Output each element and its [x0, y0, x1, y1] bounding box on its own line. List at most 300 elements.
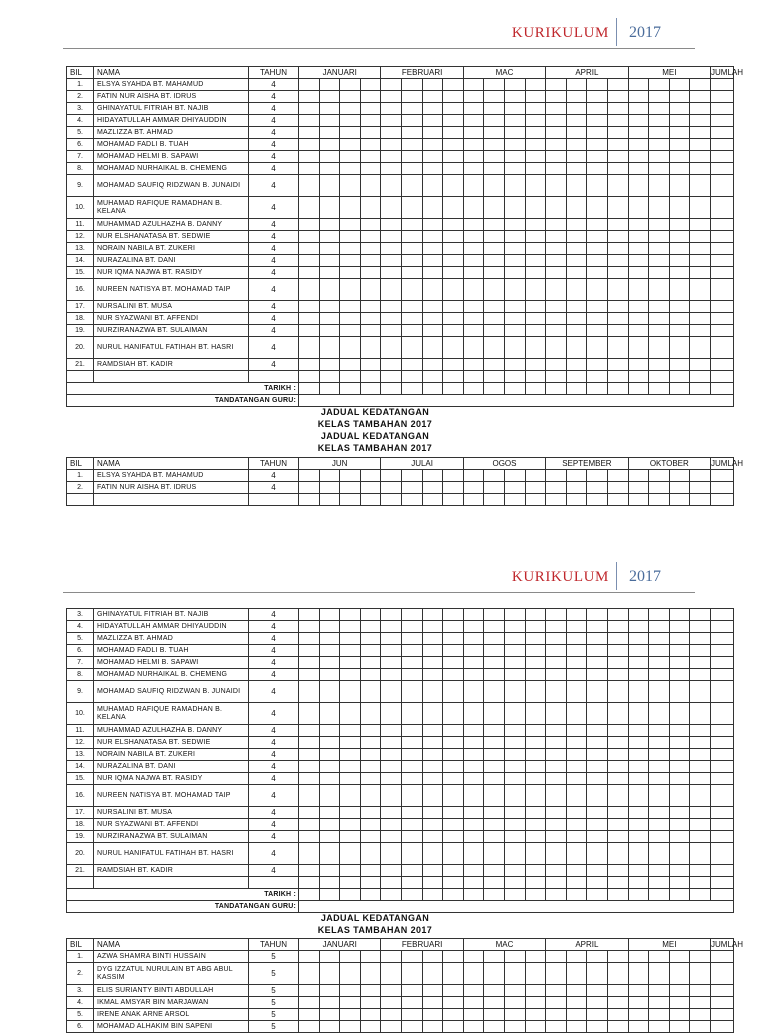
attendance-cell	[463, 997, 484, 1009]
attendance-cell	[443, 621, 464, 633]
attendance-cell	[669, 139, 690, 151]
student-row	[67, 657, 734, 669]
attendance-cell	[546, 807, 567, 819]
student-name: GHINAYATUL FITRIAH BT. NAJIB	[94, 103, 249, 115]
header-month: MEI	[628, 67, 710, 79]
student-year: 4	[249, 703, 299, 725]
student-number: 5.	[67, 633, 94, 645]
attendance-cell	[463, 819, 484, 831]
attendance-cell	[443, 127, 464, 139]
attendance-cell	[649, 197, 670, 219]
header-nama: NAMA	[94, 939, 249, 951]
header-tahun: TAHUN	[249, 939, 299, 951]
attendance-cell	[484, 79, 505, 91]
attendance-cell	[690, 749, 711, 761]
attendance-cell	[628, 175, 649, 197]
attendance-cell	[546, 657, 567, 669]
student-row	[67, 301, 734, 313]
student-number: 12.	[67, 737, 94, 749]
attendance-cell	[484, 219, 505, 231]
student-name: MOHAMAD HELMI B. SAPAWI	[94, 151, 249, 163]
student-number: 13.	[67, 749, 94, 761]
header-month: MEI	[628, 939, 710, 951]
attendance-cell	[422, 325, 443, 337]
attendance-cell	[546, 267, 567, 279]
attendance-cell	[505, 219, 526, 231]
attendance-cell	[381, 231, 402, 243]
attendance-cell	[463, 725, 484, 737]
attendance-cell	[505, 231, 526, 243]
empty-cell	[566, 877, 587, 889]
attendance-cell	[525, 621, 546, 633]
attendance-cell	[525, 645, 546, 657]
attendance-cell	[546, 301, 567, 313]
student-year: 4	[249, 175, 299, 197]
attendance-cell	[340, 807, 361, 819]
attendance-cell	[546, 669, 567, 681]
attendance-cell	[402, 103, 423, 115]
attendance-cell	[402, 963, 423, 985]
student-row	[67, 1021, 734, 1033]
attendance-cell	[319, 645, 340, 657]
student-row	[67, 761, 734, 773]
attendance-cell	[710, 737, 733, 749]
attendance-cell	[463, 301, 484, 313]
header-year: 2017	[629, 568, 661, 585]
attendance-cell	[608, 151, 629, 163]
empty-cell	[504, 494, 525, 506]
attendance-cell	[608, 163, 629, 175]
attendance-cell	[669, 997, 690, 1009]
attendance-cell	[381, 785, 402, 807]
student-number: 4.	[67, 997, 94, 1009]
student-row	[67, 621, 734, 633]
attendance-cell	[711, 151, 734, 163]
header-bil: BIL	[67, 458, 94, 470]
attendance-cell	[299, 609, 320, 621]
attendance-cell	[587, 197, 608, 219]
attendance-cell	[381, 963, 402, 985]
attendance-cell	[525, 1009, 546, 1021]
header-bil: BIL	[67, 939, 94, 951]
attendance-cell	[566, 785, 587, 807]
attendance-cell	[607, 725, 628, 737]
header-nama: NAMA	[94, 458, 249, 470]
attendance-cell	[360, 279, 381, 301]
student-name: MUHAMMAD AZULHAZHA B. DANNY	[94, 219, 249, 231]
empty-cell	[649, 494, 670, 506]
attendance-cell	[319, 103, 340, 115]
attendance-cell	[422, 255, 443, 267]
attendance-cell	[463, 91, 484, 103]
attendance-cell	[299, 1009, 320, 1021]
empty-cell	[669, 494, 690, 506]
attendance-cell	[443, 470, 464, 482]
attendance-cell	[628, 865, 649, 877]
student-number: 1.	[67, 79, 94, 91]
attendance-cell	[669, 482, 690, 494]
attendance-cell	[566, 279, 587, 301]
student-number: 11.	[67, 219, 94, 231]
attendance-cell	[587, 633, 608, 645]
date-cell	[525, 889, 546, 901]
student-number: 21.	[67, 865, 94, 877]
attendance-cell	[649, 255, 670, 267]
attendance-cell	[299, 1021, 320, 1033]
attendance-cell	[607, 865, 628, 877]
attendance-cell	[299, 785, 320, 807]
student-name: NURAZALINA BT. DANI	[94, 761, 249, 773]
attendance-cell	[360, 831, 381, 843]
attendance-cell	[566, 843, 587, 865]
empty-cell	[422, 877, 443, 889]
empty-cell	[505, 371, 526, 383]
attendance-cell	[360, 773, 381, 785]
attendance-cell	[505, 301, 526, 313]
student-year: 4	[249, 325, 299, 337]
attendance-cell	[299, 255, 320, 267]
attendance-cell	[669, 231, 690, 243]
date-cell	[607, 889, 628, 901]
attendance-cell	[525, 633, 546, 645]
attendance-cell	[463, 482, 484, 494]
attendance-cell	[299, 197, 320, 219]
empty-cell	[299, 371, 320, 383]
header-month: FEBRUARI	[381, 939, 463, 951]
student-row	[67, 219, 734, 231]
attendance-cell	[608, 1021, 629, 1033]
attendance-cell	[669, 255, 690, 267]
attendance-cell	[525, 337, 546, 359]
date-cell	[525, 383, 546, 395]
attendance-cell	[607, 819, 628, 831]
attendance-cell	[360, 985, 381, 997]
attendance-cell	[360, 645, 381, 657]
attendance-cell	[381, 703, 402, 725]
student-year: 4	[249, 621, 299, 633]
attendance-cell	[340, 243, 361, 255]
attendance-cell	[587, 337, 608, 359]
attendance-cell	[546, 681, 567, 703]
attendance-cell	[587, 115, 608, 127]
attendance-cell	[360, 301, 381, 313]
attendance-cell	[566, 951, 587, 963]
attendance-cell	[628, 79, 649, 91]
attendance-cell	[690, 127, 711, 139]
student-row	[67, 645, 734, 657]
attendance-cell	[525, 749, 546, 761]
attendance-cell	[463, 749, 484, 761]
attendance-cell	[360, 725, 381, 737]
attendance-cell	[628, 1009, 649, 1021]
student-name: NUR SYAZWANI BT. AFFENDI	[94, 313, 249, 325]
attendance-cell	[566, 681, 587, 703]
attendance-cell	[711, 951, 734, 963]
attendance-cell	[710, 819, 733, 831]
student-number: 11.	[67, 725, 94, 737]
attendance-cell	[484, 482, 505, 494]
attendance-cell	[443, 785, 464, 807]
attendance-cell	[340, 470, 361, 482]
student-year: 4	[249, 163, 299, 175]
table-title	[300, 406, 450, 454]
attendance-cell	[566, 313, 587, 325]
date-cell	[319, 383, 340, 395]
attendance-cell	[711, 963, 734, 985]
attendance-cell	[299, 737, 320, 749]
student-row	[67, 807, 734, 819]
student-row	[67, 337, 734, 359]
attendance-cell	[711, 997, 734, 1009]
date-cell	[340, 383, 361, 395]
date-cell	[628, 889, 649, 901]
attendance-cell	[546, 482, 567, 494]
attendance-cell	[566, 359, 587, 371]
attendance-cell	[484, 163, 505, 175]
empty-cell	[546, 371, 567, 383]
attendance-cell	[443, 359, 464, 371]
attendance-cell	[360, 669, 381, 681]
attendance-cell	[608, 337, 629, 359]
attendance-cell	[381, 621, 402, 633]
attendance-cell	[628, 985, 649, 997]
attendance-cell	[710, 657, 733, 669]
attendance-cell	[566, 997, 587, 1009]
date-cell	[566, 889, 587, 901]
attendance-cell	[587, 91, 608, 103]
attendance-cell	[628, 621, 649, 633]
kurikulum-label: KURIKULUM	[511, 25, 609, 41]
attendance-cell	[669, 669, 690, 681]
attendance-cell	[319, 669, 340, 681]
attendance-cell	[690, 669, 711, 681]
attendance-cell	[319, 633, 340, 645]
empty-cell	[628, 494, 649, 506]
date-cell	[690, 383, 711, 395]
attendance-cell	[319, 621, 340, 633]
attendance-cell	[443, 139, 464, 151]
empty-cell	[484, 494, 505, 506]
attendance-cell	[669, 115, 690, 127]
attendance-cell	[484, 749, 505, 761]
date-cell	[381, 889, 402, 901]
attendance-cell	[443, 831, 464, 843]
date-cell	[422, 889, 443, 901]
attendance-cell	[628, 151, 649, 163]
attendance-cell	[710, 609, 733, 621]
attendance-cell	[484, 865, 505, 877]
attendance-cell	[360, 997, 381, 1009]
attendance-cell	[402, 279, 423, 301]
attendance-cell	[546, 963, 567, 985]
attendance-cell	[340, 79, 361, 91]
attendance-cell	[360, 609, 381, 621]
attendance-cell	[463, 843, 484, 865]
attendance-cell	[299, 865, 320, 877]
student-year: 4	[249, 313, 299, 325]
student-year: 4	[249, 761, 299, 773]
attendance-cell	[401, 831, 422, 843]
student-row	[67, 139, 734, 151]
attendance-cell	[710, 761, 733, 773]
attendance-cell	[608, 79, 629, 91]
header-month: JANUARI	[299, 67, 381, 79]
attendance-cell	[628, 359, 649, 371]
attendance-cell	[340, 139, 361, 151]
attendance-cell	[340, 175, 361, 197]
attendance-cell	[299, 267, 320, 279]
attendance-cell	[401, 633, 422, 645]
student-name: MOHAMAD NURHAIKAL B. CHEMENG	[94, 163, 249, 175]
attendance-cell	[587, 1009, 608, 1021]
attendance-cell	[299, 243, 320, 255]
attendance-cell	[402, 301, 423, 313]
attendance-cell	[628, 761, 649, 773]
attendance-cell	[649, 681, 670, 703]
attendance-cell	[381, 267, 402, 279]
attendance-cell	[649, 325, 670, 337]
attendance-cell	[690, 91, 711, 103]
attendance-cell	[690, 633, 711, 645]
attendance-cell	[607, 669, 628, 681]
attendance-cell	[587, 1021, 608, 1033]
attendance-cell	[566, 657, 587, 669]
attendance-cell	[566, 669, 587, 681]
student-year: 4	[249, 197, 299, 219]
attendance-cell	[628, 819, 649, 831]
attendance-cell	[525, 115, 546, 127]
student-row	[67, 313, 734, 325]
attendance-cell	[669, 197, 690, 219]
attendance-cell	[525, 681, 546, 703]
attendance-cell	[340, 703, 361, 725]
attendance-cell	[484, 470, 505, 482]
attendance-cell	[566, 243, 587, 255]
student-year: 4	[249, 725, 299, 737]
attendance-cell	[422, 267, 443, 279]
attendance-cell	[566, 79, 587, 91]
attendance-cell	[360, 761, 381, 773]
attendance-cell	[525, 1021, 546, 1033]
attendance-cell	[525, 231, 546, 243]
attendance-cell	[401, 785, 422, 807]
student-year: 4	[249, 470, 299, 482]
attendance-cell	[587, 127, 608, 139]
student-row	[67, 279, 734, 301]
attendance-cell	[525, 725, 546, 737]
attendance-cell	[504, 681, 525, 703]
attendance-cell	[546, 231, 567, 243]
empty-cell	[319, 494, 340, 506]
student-year: 4	[249, 91, 299, 103]
attendance-cell	[299, 985, 320, 997]
student-number: 1.	[67, 951, 94, 963]
attendance-cell	[340, 785, 361, 807]
attendance-cell	[690, 139, 711, 151]
attendance-cell	[422, 301, 443, 313]
attendance-cell	[484, 313, 505, 325]
attendance-cell	[504, 703, 525, 725]
attendance-cell	[628, 219, 649, 231]
attendance-cell	[504, 843, 525, 865]
attendance-cell	[546, 761, 567, 773]
attendance-cell	[628, 609, 649, 621]
attendance-cell	[422, 703, 443, 725]
attendance-cell	[587, 470, 608, 482]
attendance-cell	[340, 325, 361, 337]
attendance-cell	[608, 1009, 629, 1021]
student-year: 5	[249, 951, 299, 963]
attendance-cell	[607, 773, 628, 785]
attendance-cell	[608, 231, 629, 243]
attendance-cell	[525, 163, 546, 175]
attendance-cell	[504, 785, 525, 807]
attendance-cell	[402, 1009, 423, 1021]
attendance-cell	[422, 1009, 443, 1021]
student-name: MAZLIZZA BT. AHMAD	[94, 633, 249, 645]
attendance-cell	[525, 301, 546, 313]
attendance-cell	[505, 985, 526, 997]
empty-cell	[649, 371, 670, 383]
attendance-cell	[381, 197, 402, 219]
attendance-cell	[299, 963, 320, 985]
attendance-cell	[299, 115, 320, 127]
attendance-cell	[443, 807, 464, 819]
attendance-cell	[484, 645, 505, 657]
attendance-cell	[669, 609, 690, 621]
attendance-cell	[319, 243, 340, 255]
attendance-cell	[299, 313, 320, 325]
attendance-cell	[607, 681, 628, 703]
attendance-cell	[463, 963, 484, 985]
attendance-cell	[360, 115, 381, 127]
attendance-cell	[484, 669, 505, 681]
attendance-cell	[587, 807, 608, 819]
attendance-cell	[525, 175, 546, 197]
attendance-cell	[566, 115, 587, 127]
attendance-cell	[484, 175, 505, 197]
attendance-cell	[402, 79, 423, 91]
student-number: 19.	[67, 831, 94, 843]
title-jadual-kedatangan: JADUAL KEDATANGAN	[320, 431, 430, 441]
attendance-cell	[402, 151, 423, 163]
attendance-cell	[340, 843, 361, 865]
student-name: MOHAMAD SAUFIQ RIDZWAN B. JUNAIDI	[94, 681, 249, 703]
student-row	[67, 91, 734, 103]
student-number: 17.	[67, 301, 94, 313]
attendance-cell	[669, 1021, 690, 1033]
attendance-cell	[628, 657, 649, 669]
attendance-cell	[669, 219, 690, 231]
attendance-cell	[463, 267, 484, 279]
attendance-cell	[690, 359, 711, 371]
attendance-cell	[422, 773, 443, 785]
attendance-cell	[319, 785, 340, 807]
attendance-cell	[360, 231, 381, 243]
student-number: 4.	[67, 115, 94, 127]
attendance-cell	[669, 151, 690, 163]
attendance-cell	[381, 807, 402, 819]
attendance-cell	[690, 175, 711, 197]
attendance-cell	[422, 645, 443, 657]
empty-cell	[628, 371, 649, 383]
attendance-cell	[463, 657, 484, 669]
student-year: 5	[249, 985, 299, 997]
attendance-cell	[711, 301, 734, 313]
attendance-cell	[690, 807, 711, 819]
attendance-cell	[319, 279, 340, 301]
empty-cell	[484, 371, 505, 383]
